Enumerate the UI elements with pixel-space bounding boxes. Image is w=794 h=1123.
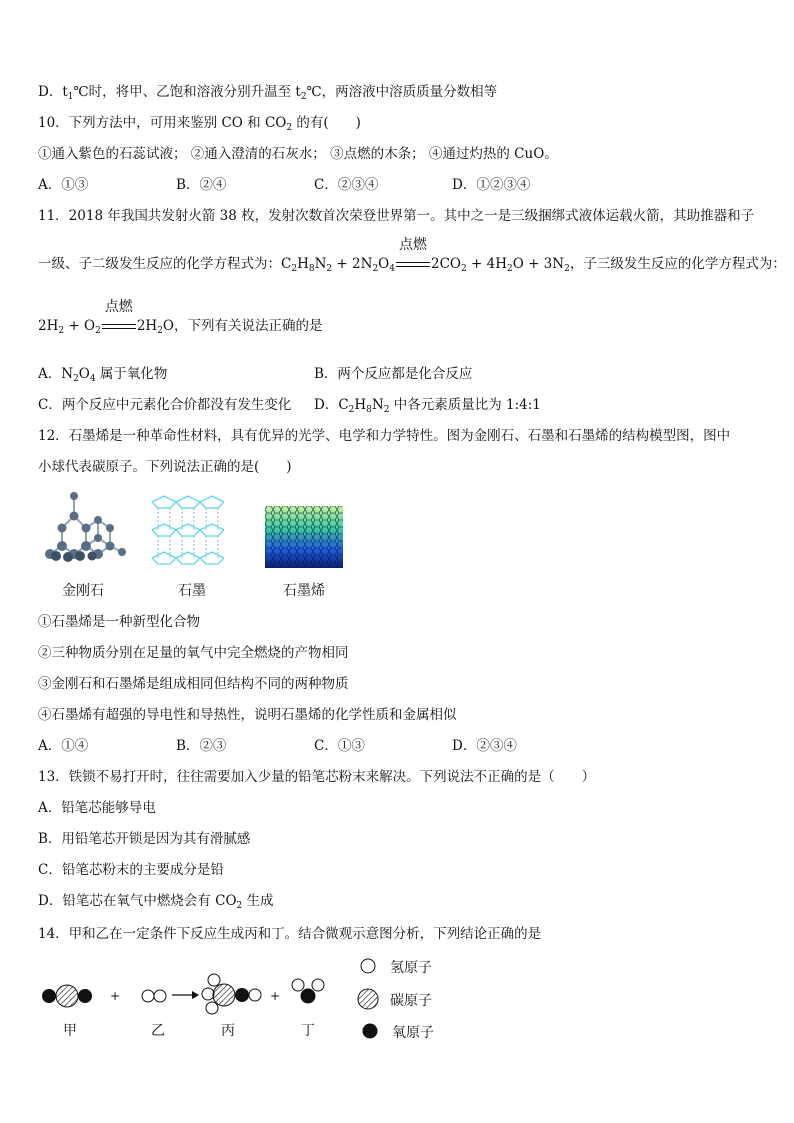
caption-graphite: 石墨	[178, 583, 206, 599]
graphite-structure-image	[148, 492, 234, 568]
caption-graphene: 石墨烯	[283, 583, 325, 599]
q12-option-b: B．②③	[176, 738, 227, 754]
q10-option-a: A．①③	[38, 177, 89, 193]
q10-option-c: C．②③④	[314, 177, 379, 193]
oxygen-atom-icon	[363, 1024, 378, 1039]
q11-option-b: B．两个反应都是化合反应	[314, 366, 473, 382]
q12-option-d: D．②③④	[452, 738, 517, 754]
q10-stem: 10．下列方法中，可用来鉴别 CO 和 $CO_2$ 的有( )	[38, 115, 361, 133]
graphene-structure-image	[265, 506, 343, 568]
reaction-arrow-ignite: 点燃	[101, 316, 137, 336]
q13-option-c: C．铅笔芯粉末的主要成分是铅	[38, 862, 224, 878]
q11-option-a: A．$N_2O_4$ 属于氧化物	[38, 366, 168, 384]
q10-items: ①通入紫色的石蕊试液； ②通入澄清的石灰水； ③点燃的木条； ④通过灼热的 CuO。	[38, 146, 558, 162]
label-jia: 甲	[63, 1023, 77, 1039]
hydrogen-atom-icon	[361, 959, 375, 973]
q12-item-4: ④石墨烯有超强的导电性和导热性，说明石墨烯的化学性质和金属相似	[38, 707, 457, 723]
plus-sign: +	[110, 989, 121, 1003]
molecule-jia-icon	[42, 985, 92, 1007]
q11-option-d: D．$C_2H_8N_2$ 中各元素质量比为 1:4:1	[314, 397, 541, 415]
legend-hydrogen: 氢原子	[390, 960, 432, 976]
legend-carbon: 碳原子	[390, 993, 432, 1009]
q11-stem-line2: 一级、子二级发生反应的化学方程式为：$C_2H_8N_2 + 2N_2O_4$ 点燃 $2CO_2 + 4H_2O + 3N_2$，子三级发生反应的化学方程式为：	[38, 237, 786, 274]
q13-option-d: D．铅笔芯在氧气中燃烧会有 $CO_2$ 生成	[38, 893, 274, 911]
q12-option-c: C．①③	[314, 738, 365, 754]
q11-stem-line1: 11．2018 年我国共发射火箭 38 枚，发射次数首次荣登世界第一。其中之一是三级捆绑式液体运载火箭，其助推器和子	[38, 208, 755, 224]
q12-item-2: ②三种物质分别在足量的氧气中完全燃烧的产物相同	[38, 645, 349, 661]
q12-stem-line2: 小球代表碳原子。下列说法正确的是( )	[38, 459, 292, 475]
label-bing: 丙	[221, 1023, 235, 1039]
label-ding: 丁	[301, 1023, 315, 1039]
diamond-structure-image	[40, 490, 128, 568]
arrow-icon	[172, 991, 199, 999]
carbon-atom-icon	[358, 989, 378, 1009]
q12-item-1: ①石墨烯是一种新型化合物	[38, 614, 200, 630]
q11-stem-line3: $2H_2 + O_2$ 点燃 $2H_2O$，下列有关说法正确的是	[38, 299, 323, 336]
reaction-arrow-ignite: 点燃	[395, 254, 431, 274]
molecule-yi-icon	[142, 990, 166, 1002]
q10-option-d: D．①②③④	[452, 177, 531, 193]
caption-diamond: 金刚石	[62, 583, 104, 599]
q12-option-a: A．①④	[38, 738, 89, 754]
q13-option-b: B．用铅笔芯开锁是因为其有滑腻感	[38, 831, 251, 847]
molecule-bing-icon	[202, 974, 261, 1014]
q9-option-d: D．$t_1℃$时，将甲、乙饱和溶液分别升温至 $t_2℃$，两溶液中溶质质量分数相等	[38, 84, 498, 102]
molecule-ding-icon	[292, 979, 324, 1004]
q13-stem: 13．铁锁不易打开时，往往需要加入少量的铅笔芯粉末来解决。下列说法不正确的是（ ）	[38, 769, 596, 785]
q12-item-3: ③金刚石和石墨烯是组成相同但结构不同的两种物质	[38, 676, 349, 692]
q13-option-a: A．铅笔芯能够导电	[38, 800, 156, 816]
label-yi: 乙	[151, 1023, 165, 1039]
q10-option-b: B．②④	[176, 177, 227, 193]
q14-stem: 14．甲和乙在一定条件下反应生成丙和丁。结合微观示意图分析，下列结论正确的是	[38, 926, 542, 942]
plus-sign: +	[270, 989, 281, 1003]
legend-oxygen: 氧原子	[392, 1025, 434, 1041]
q14-reaction-diagram	[36, 972, 336, 1018]
q14-legend-symbols	[356, 956, 384, 1040]
q12-stem-line1: 12．石墨烯是一种革命性材料，具有优异的光学、电学和力学特性。图为金刚石、石墨和石墨烯的结构模型图，图中	[38, 428, 731, 444]
q11-option-c: C．两个反应中元素化合价都没有发生变化	[38, 397, 292, 413]
